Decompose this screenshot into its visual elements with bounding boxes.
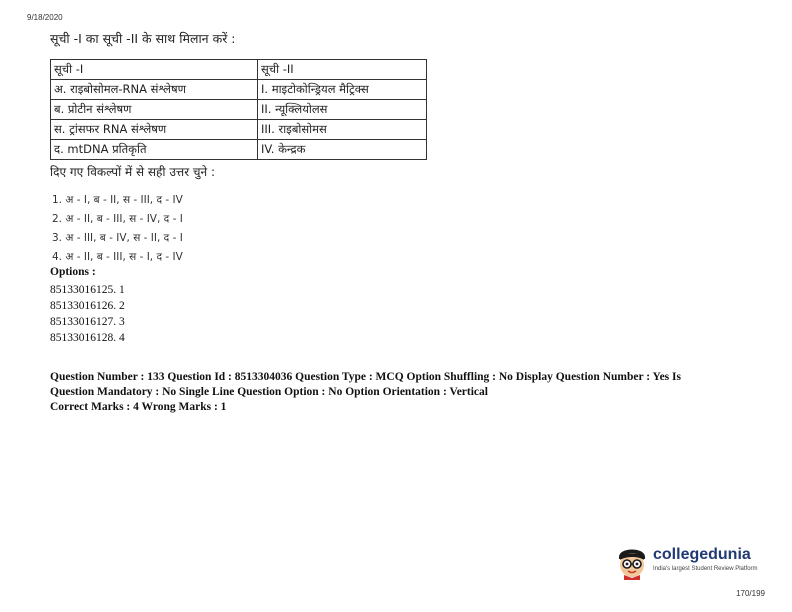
brand-tagline: India's largest Student Review Platform: [653, 566, 758, 572]
choice-item: 2. अ - II, ब - III, स - IV, द - I: [52, 213, 183, 225]
metadata-line: Question Number : 133 Question Id : 8513304036 Question Type : MCQ Option Shuffling : No Display Question Number : Yes Is: [50, 371, 681, 383]
option-id-list: [50, 282, 125, 346]
print-date: 9/18/2020: [27, 13, 63, 22]
table-header-list-1: सूची -I: [51, 60, 258, 80]
option-id-item: 85133016126. 2: [50, 300, 125, 312]
table-cell: ब. प्रोटीन संश्लेषण: [51, 100, 258, 120]
collegedunia-logo: [614, 544, 764, 580]
option-id-item: 85133016128. 4: [50, 332, 125, 344]
table-row: [51, 80, 427, 100]
choice-list: [52, 191, 183, 267]
option-id-item: 85133016125. 1: [50, 284, 125, 296]
table-header-row: [51, 60, 427, 80]
metadata-line: Correct Marks : 4 Wrong Marks : 1: [50, 401, 227, 413]
question-metadata: [50, 370, 750, 415]
answer-prompt: दिए गए विकल्पों में से सही उत्तर चुने :: [50, 165, 216, 179]
page-number: 170/199: [736, 589, 765, 598]
option-id-item: 85133016127. 3: [50, 316, 125, 328]
choice-item: 3. अ - III, ब - IV, स - II, द - I: [52, 232, 183, 244]
choice-item: 4. अ - II, ब - III, स - I, द - IV: [52, 251, 183, 263]
student-face-icon: [614, 544, 650, 580]
brand-name: collegedunia: [653, 546, 751, 563]
choice-item: 1. अ - I, ब - II, स - III, द - IV: [52, 194, 183, 206]
table-cell: IV. केन्द्रक: [258, 140, 427, 160]
table-row: [51, 100, 427, 120]
question-text: सूची -I का सूची -II के साथ मिलान करें :: [50, 31, 236, 46]
table-cell: द. mtDNA प्रतिकृति: [51, 140, 258, 160]
table-row: [51, 140, 427, 160]
table-cell: III. राइबोसोमस: [258, 120, 427, 140]
table-cell: स. ट्रांसफर RNA संश्लेषण: [51, 120, 258, 140]
metadata-line: Question Mandatory : No Single Line Question Option : No Option Orientation : Vertical: [50, 386, 488, 398]
table-cell: अ. राइबोसोमल-RNA संश्लेषण: [51, 80, 258, 100]
options-heading: Options :: [50, 266, 96, 278]
table-row: [51, 120, 427, 140]
table-cell: I. माइटोकोन्ड्रियल मैट्रिक्स: [258, 80, 427, 100]
match-table: [50, 59, 427, 160]
table-cell: II. न्यूक्लियोलस: [258, 100, 427, 120]
table-header-list-2: सूची -II: [258, 60, 427, 80]
